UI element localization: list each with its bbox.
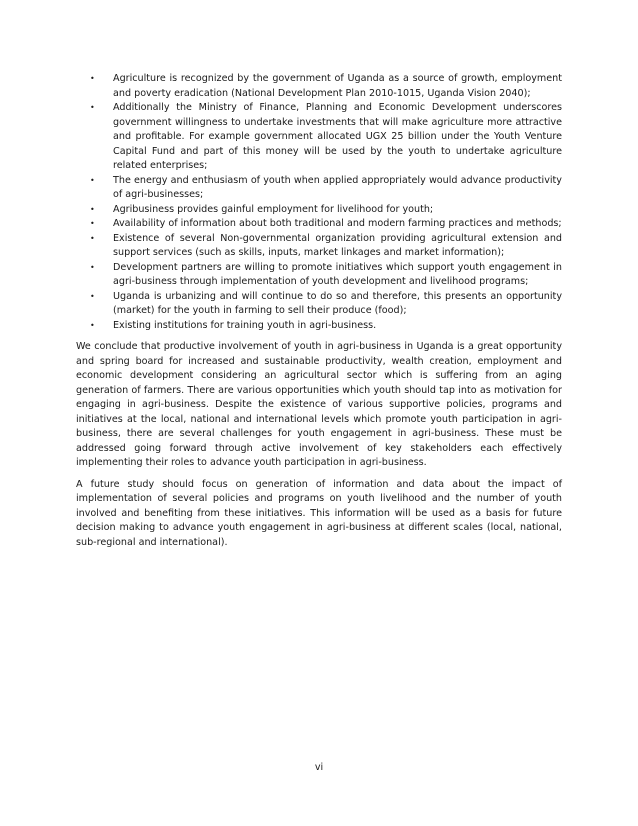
list-item: [76, 203, 562, 218]
bullet-icon: •: [90, 233, 95, 243]
bullet-icon: •: [90, 103, 95, 112]
page-number: vi: [314, 762, 324, 773]
list-item: [76, 261, 562, 290]
list-item-text: Availability of information about both traditional and modern farming practices and methods;: [113, 218, 562, 229]
bullet-icon: •: [90, 320, 95, 330]
bullet-icon: •: [90, 204, 95, 214]
list-item: [76, 174, 562, 203]
list-item-text: The energy and enthusiasm of youth when applied appropriately would advance productivity of agri-businesses;: [113, 174, 562, 200]
list-item-text: Agribusiness provides gainful employment for livelihood for youth;: [113, 203, 434, 215]
opportunities-list: [76, 72, 562, 333]
bullet-icon: •: [90, 262, 95, 272]
list-item: [76, 319, 562, 334]
bullet-icon: •: [90, 291, 95, 301]
list-item-text: Development partners are willing to promote initiatives which support youth engagement in agri-business through implementation of youth development and livelihood programs;: [113, 261, 562, 287]
list-item: [76, 101, 562, 174]
bullet-icon: •: [90, 219, 95, 228]
bullet-icon: •: [90, 74, 95, 83]
list-item-text: Uganda is urbanizing and will continue to do so and therefore, this presents an opportunity (market) for the youth in farming to sell their produce (food);: [113, 290, 562, 316]
list-item: [76, 72, 562, 101]
list-item: [76, 290, 562, 319]
list-item: [76, 232, 562, 261]
conclusion-paragraph: We conclude that productive involvement of youth in agri-business in Uganda is a great opportunity and spring board for increased and sustainable productivity, wealth creation, employment and economic development considering an agricultural sector which is suffering from an aging generation of farmers. There are various opportunities which youth should tap into as motivation for engaging in agri-business. Despite the existence of various supportive policies, programs and initiatives at the local, national and international levels which promote youth participation in agri-business, there are several challenges for youth engagement in agri-business. These must be addressed going forward through active involvement of key stakeholders each effectively implementing their roles to advance youth participation in agri-business.: [76, 341, 562, 468]
list-item: [76, 217, 562, 232]
bullet-icon: •: [90, 175, 95, 185]
future-study-paragraph: A future study should focus on generation of information and data about the impact of implementation of several policies and programs on youth livelihood and the number of youth involved and benefiting from these initiatives. This information will be used as a basis for future decision making to advance youth engagement in agri-business at different scales (local, national, sub-regional and international).: [76, 478, 562, 548]
page-body: [76, 72, 562, 557]
list-item-text: Agriculture is recognized by the government of Uganda as a source of growth, employment and poverty eradication (National Development Plan 2010-1015, Uganda Vision 2040);: [113, 73, 562, 99]
list-item-text: Existing institutions for training youth in agri-business.: [113, 319, 377, 331]
list-item-text: Additionally the Ministry of Finance, Planning and Economic Development underscores government willingness to undertake investments that will make agriculture more attractive and profitable. For example government allocated UGX 25 billion under the Youth Venture Capital Fund and part of this money will be used by the youth to undertake agriculture related enterprises;: [113, 102, 562, 171]
list-item-text: Existence of several Non-governmental organization providing agricultural extension and support services (such as skills, inputs, market linkages and market information);: [113, 232, 562, 258]
